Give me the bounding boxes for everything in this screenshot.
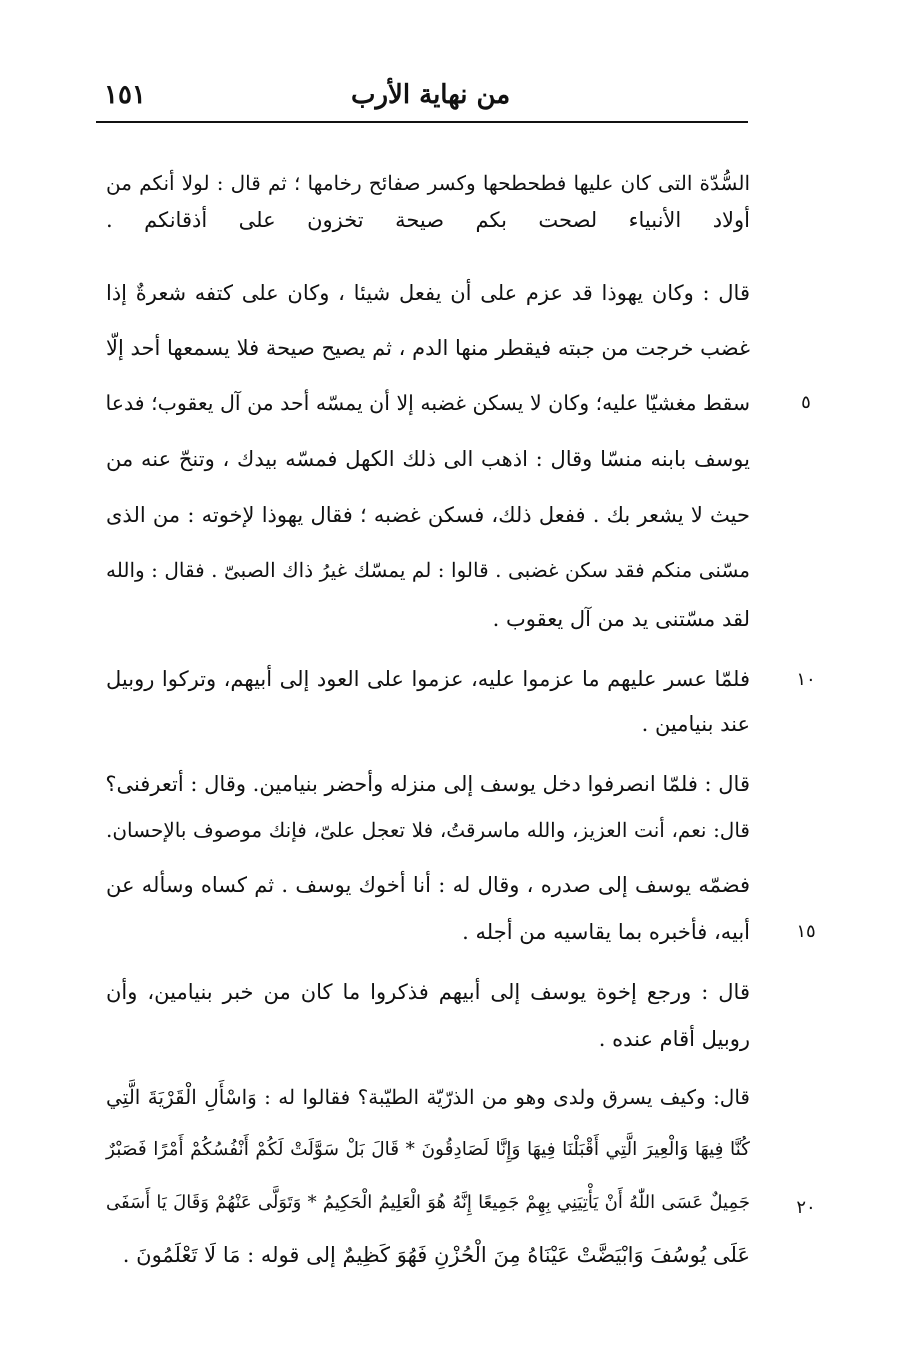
text-line-11: عند بنيامين . [641,712,750,736]
text-line-3: قال : وكان يهوذا قد عزم على أن يفعل شيئا ، وكان على كتفه شعرةٌ إذا [106,281,750,305]
text-line-16: قال : ورجع إخوة يوسف إلى أبيهم فذكروا ما كان من خبر بنيامين، وأن [106,980,750,1004]
text-line-8: مسّنى منكم فقد سكن غضبى . قالوا : لم يمسّك غيرُ ذاك الصبىّ . فقال : والله [106,558,750,582]
text-line-14: فضمّه يوسف إلى صدره ، وقال له : أنا أخوك يوسف . ثم كساه وسأله عن [106,873,750,897]
text-line-13: قال: نعم، أنت العزيز، والله ماسرقتُ، فلا تعجل علىّ، فإنك موصوف بالإحسان. [106,818,750,842]
text-line-9: لقد مسّتنى يد من آل يعقوب . [492,607,750,631]
text-line-5: سقط مغشيّا عليه؛ وكان لا يسكن غضبه إلا أن يمسّه أحد من آل يعقوب؛ فدعا [105,391,750,415]
text-line-4: غضب خرجت من جبته فيقطر منها الدم ، ثم يصيح صيحة فلا يسمعها أحد إلّا [106,336,750,360]
text-line-19: كُنَّا فِيهَا وَالْعِيرَ الَّتِي أَقْبَلْنَا فِيهَا وَإِنَّا لَصَادِقُونَ * قَالَ بَلْ سَوَّلَتْ لَكُمْ أَنْفُسُكُمْ أَمْرًا فَصَبْرٌ [106,1139,750,1160]
page-header [96,80,746,116]
text-line-1: السُّدّة التى كان عليها فطحطحها وكسر صفائح رخامها ؛ ثم قال : لولا أنكم من [106,171,750,195]
margin-line-number-5: ٥ [801,392,811,413]
text-line-7: حيث لا يشعر بك . ففعل ذلك، فسكن غضبه ؛ فقال يهوذا لإخوته : من الذى [106,503,750,527]
page-number: ١٥١ [104,80,146,110]
text-line-15: أبيه، فأخبره بما يقاسيه من أجله . [462,920,750,944]
text-line-12: قال : فلمّا انصرفوا دخل يوسف إلى منزله وأحضر بنيامين. وقال : أتعرفنى؟ [105,772,750,796]
margin-line-number-15: ١٥ [796,921,816,942]
text-line-10: فلمّا عسر عليهم ما عزموا عليه، عزموا على العود إلى أبيهم، وتركوا روبيل [106,667,750,691]
text-line-21: عَلَى يُوسُفَ وَابْيَضَّتْ عَيْنَاهُ مِنَ الْحُزْنِ فَهُوَ كَظِيمٌ إلى قوله : مَا لَا تَعْلَمُونَ . [122,1243,750,1267]
text-line-6: يوسف بابنه منسّا وقال : اذهب الى ذلك الكهل فمسّه بيدك ، وتنحّ عنه من [106,447,750,471]
header-rule [96,121,748,123]
text-line-2: أولاد الأنبياء لصحت بكم صيحة تخزون على أذقانكم . [106,208,750,232]
margin-line-number-20: ٢٠ [796,1197,816,1218]
text-line-17: روبيل أقام عنده . [598,1027,750,1051]
running-title: من نهاية الأرب [351,80,511,110]
text-line-20: جَمِيلٌ عَسَى اللّٰهُ أَنْ يَأْتِيَنِي بِهِمْ جَمِيعًا إِنَّهُ هُوَ الْعَلِيمُ الْحَكِيمُ * وَتَوَلَّى عَنْهُمْ وَقَالَ يَا أَسَفَى [106,1192,750,1213]
margin-line-number-10: ١٠ [796,669,816,690]
text-line-18: قال: وكيف يسرق ولدى وهو من الذرّيّة الطيّبة؟ فقالوا له : وَاسْأَلِ الْقَرْيَةَ الَّتِي [106,1085,750,1109]
